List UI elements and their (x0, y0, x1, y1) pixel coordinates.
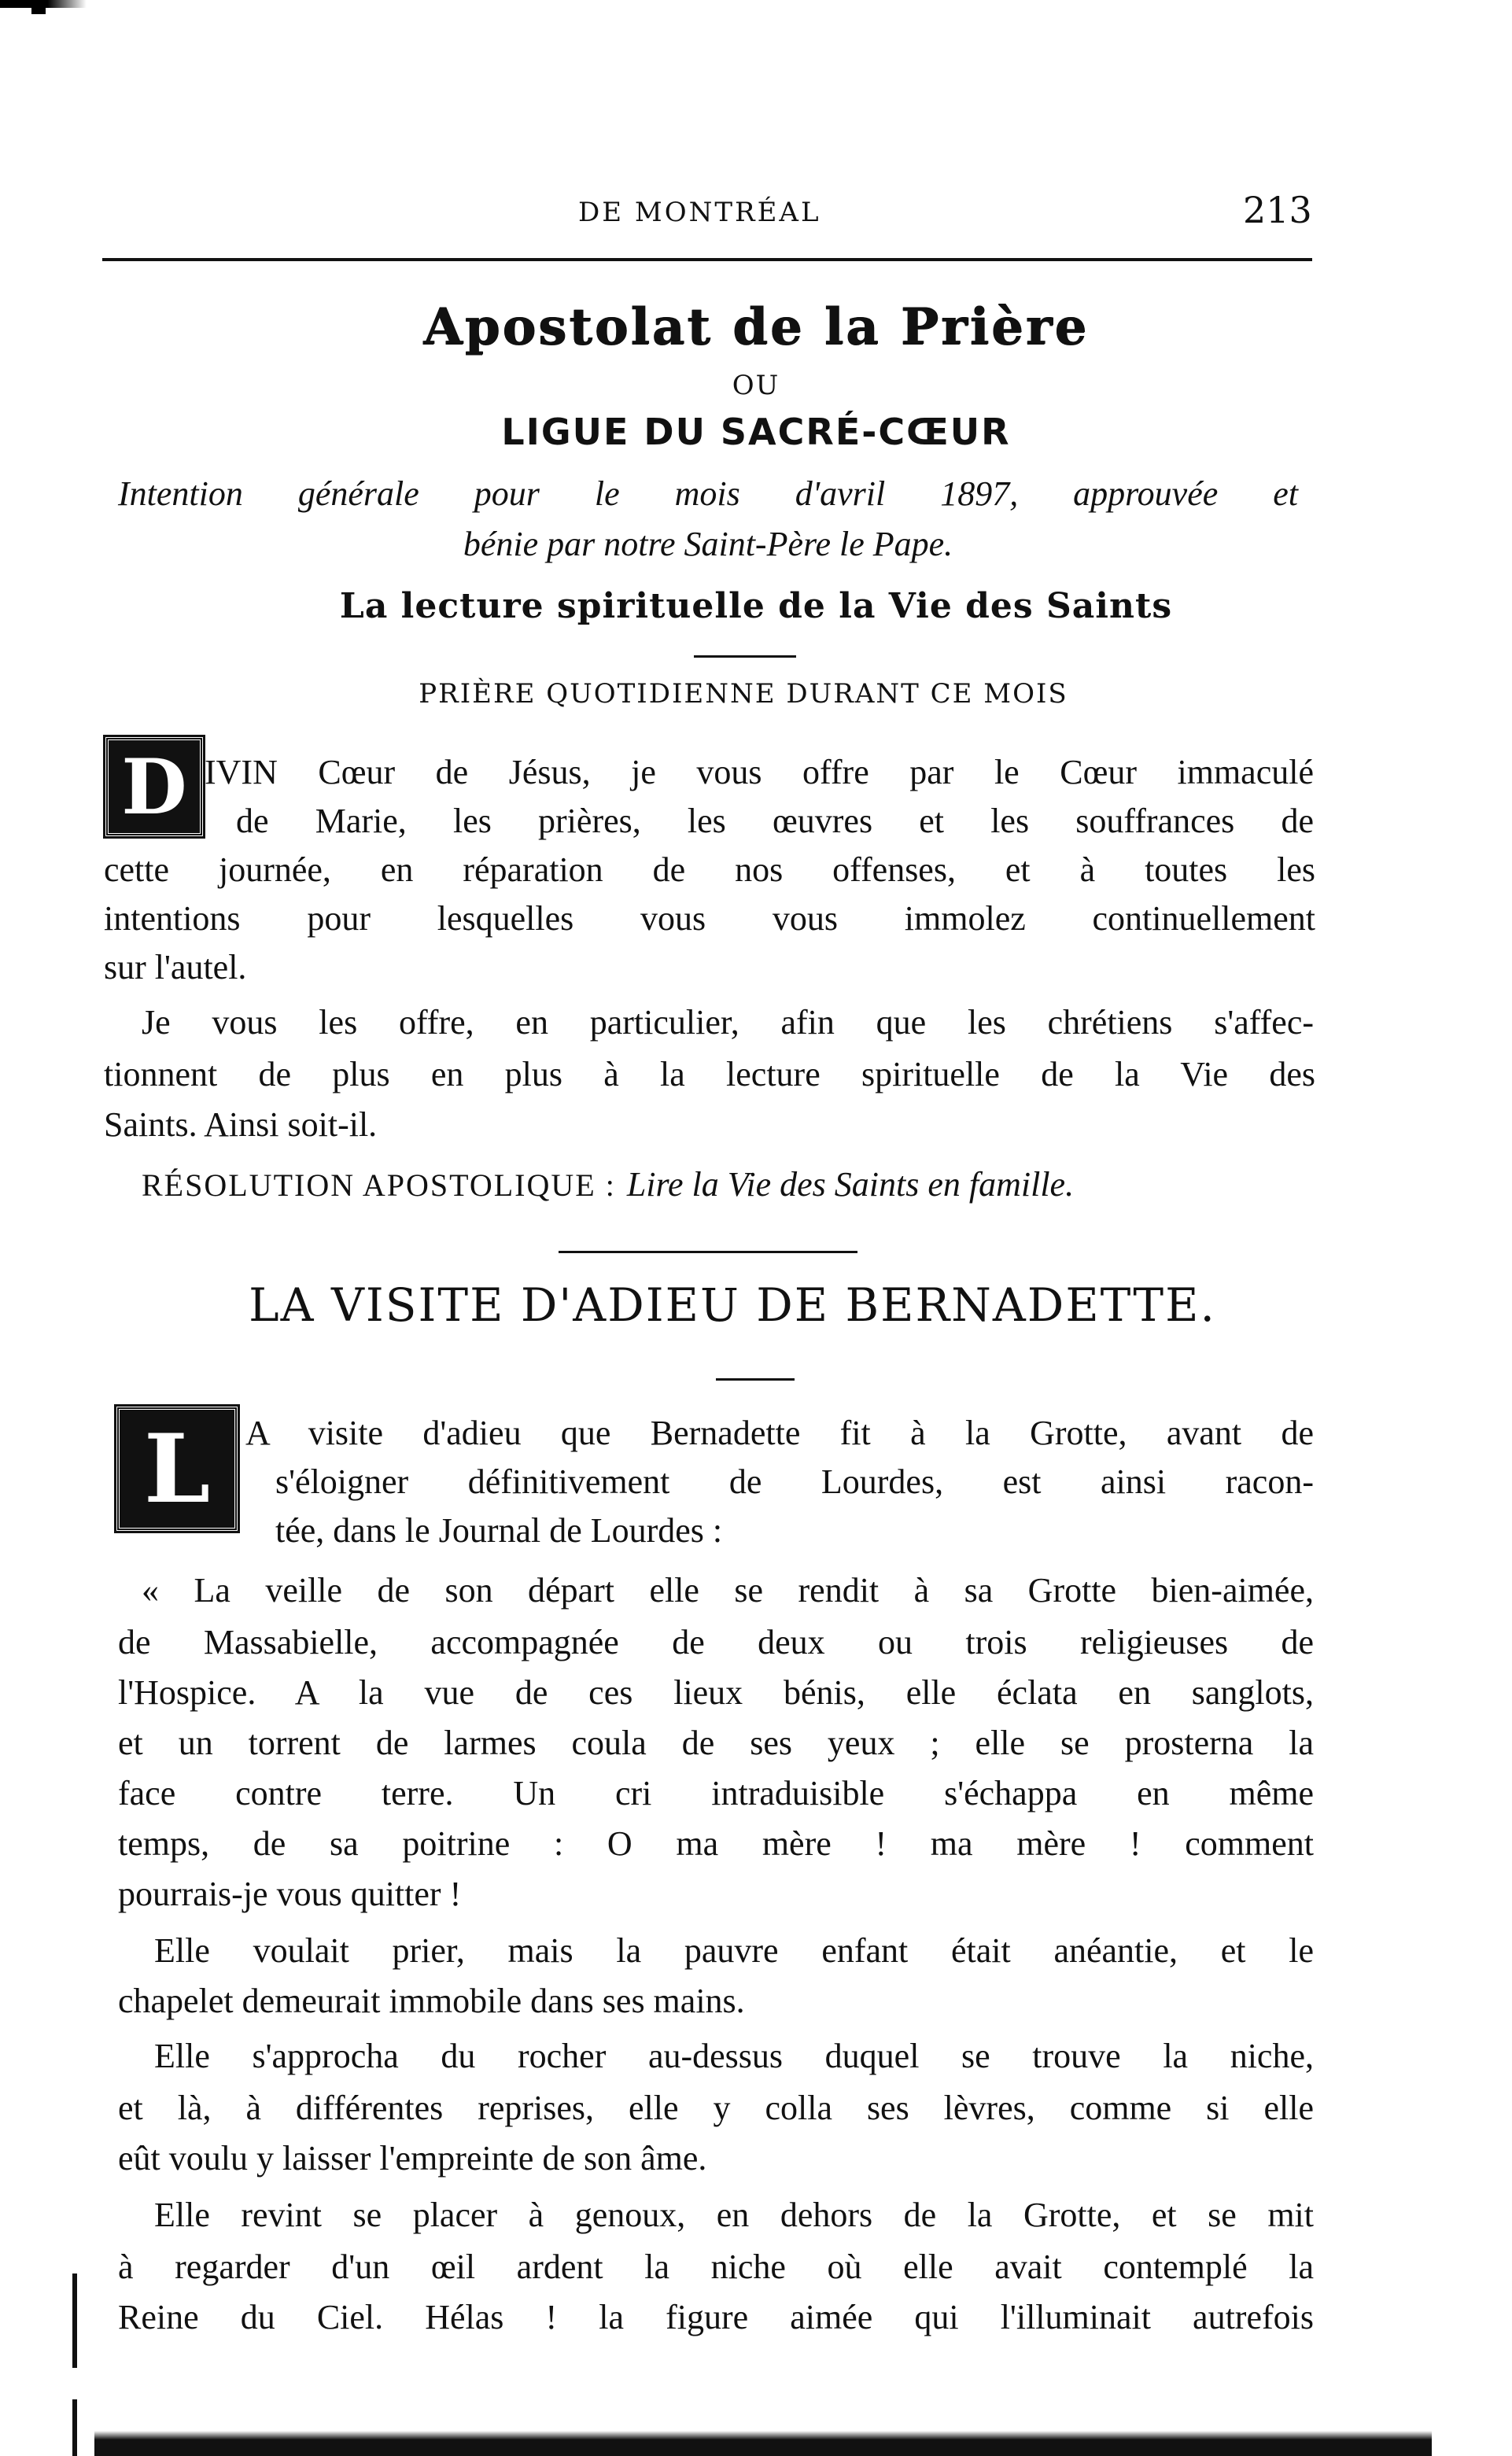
margin-mark (72, 2399, 77, 2456)
article-title: LA VISITE D'ADIEU DE BERNADETTE. (249, 1278, 1216, 1332)
prayer-heading: PRIÈRE QUOTIDIENNE DURANT CE MOIS (419, 678, 1068, 710)
article-line: chapelet demeurait immobile dans ses mains. (118, 1982, 745, 2020)
header-rule (102, 258, 1312, 261)
article-line: Reine du Ciel. Hélas ! la figure aimée qui l'illuminait autrefois (118, 2298, 1314, 2336)
article-line: Elle revint se placer à genoux, en dehors de la Grotte, et se mit (154, 2196, 1314, 2234)
prayer-line: tionnent de plus en plus à la lecture spirituelle de la Vie des (104, 1055, 1315, 1093)
article-line: et là, à différentes reprises, elle y colla ses lèvres, comme si elle (118, 2089, 1314, 2127)
section-title: Apostolat de la Prière (422, 297, 1090, 356)
resolution-label: RÉSOLUTION APOSTOLIQUE : (142, 1167, 616, 1203)
article-line: « La veille de son départ elle se rendit à sa Grotte bien-aimée, (142, 1571, 1314, 1610)
article-line: de Massabielle, accompagnée de deux ou trois religieuses de (118, 1623, 1314, 1661)
prayer-line: Saints. Ainsi soit-il. (104, 1105, 378, 1144)
article-line: à regarder d'un œil ardent la niche où elle avait contemplé la (118, 2248, 1314, 2286)
article-line: l'Hospice. A la vue de ces lieux bénis, elle éclata en sanglots, (118, 1673, 1314, 1712)
scan-bottom-edge (94, 2431, 1432, 2456)
article-line: Elle voulait prier, mais la pauvre enfant était anéantie, et le (154, 1931, 1314, 1970)
article-line: temps, de sa poitrine : O ma mère ! ma mère ! comment (118, 1824, 1314, 1863)
article-line: A visite d'adieu que Bernadette fit à la Grotte, avant de (245, 1414, 1314, 1452)
title-conjunction: OU (732, 370, 780, 401)
article-line: Elle s'approcha du rocher au-dessus duquel se trouve la niche, (154, 2037, 1314, 2075)
running-header (0, 189, 1512, 236)
drop-cap-l: L (116, 1407, 238, 1531)
page-number: 213 (1243, 189, 1312, 231)
article-line: eût voulu y laisser l'empreinte de son âme. (118, 2139, 707, 2178)
divider-rule (716, 1378, 795, 1381)
prayer-line: cette journée, en réparation de nos offenses, et à toutes les (104, 850, 1315, 889)
resolution-text: Lire la Vie des Saints en famille. (626, 1165, 1075, 1204)
section-divider (559, 1251, 857, 1253)
divider-rule (694, 655, 796, 658)
prayer-line: intentions pour lesquelles vous vous immolez continuellement (104, 899, 1315, 938)
prayer-line: sur l'autel. (104, 948, 247, 986)
prayer-line: Je vous les offre, en particulier, afin que les chrétiens s'affec- (142, 1003, 1314, 1042)
prayer-line: IVIN Cœur de Jésus, je vous offre par le Cœur immaculé (205, 753, 1314, 791)
article-line: face contre terre. Un cri intraduisible s'échappa en même (118, 1774, 1314, 1812)
drop-cap-d: D (105, 737, 203, 836)
article-line: et un torrent de larmes coula de ses yeux ; elle se prosterna la (118, 1724, 1314, 1762)
article-line: tée, dans le Journal de Lourdes : (275, 1511, 723, 1550)
intention-theme: La lecture spirituelle de la Vie des Saints (339, 586, 1173, 626)
resolution (142, 1164, 1074, 1204)
scan-corner-mark (0, 0, 87, 8)
running-title: DE MONTRÉAL (578, 197, 821, 228)
intention-line-1: Intention générale pour le mois d'avril 1897, approuvée et (118, 474, 1298, 513)
section-subtitle: LIGUE DU SACRÉ-CŒUR (501, 411, 1011, 453)
prayer-line: de Marie, les prières, les œuvres et les souffrances de (236, 802, 1314, 840)
article-line: pourrais-je vous quitter ! (118, 1875, 462, 1913)
article-line: s'éloigner définitivement de Lourdes, est ainsi racon- (275, 1462, 1314, 1501)
margin-mark (72, 2273, 77, 2368)
intention-line-2: bénie par notre Saint-Père le Pape. (463, 525, 953, 563)
